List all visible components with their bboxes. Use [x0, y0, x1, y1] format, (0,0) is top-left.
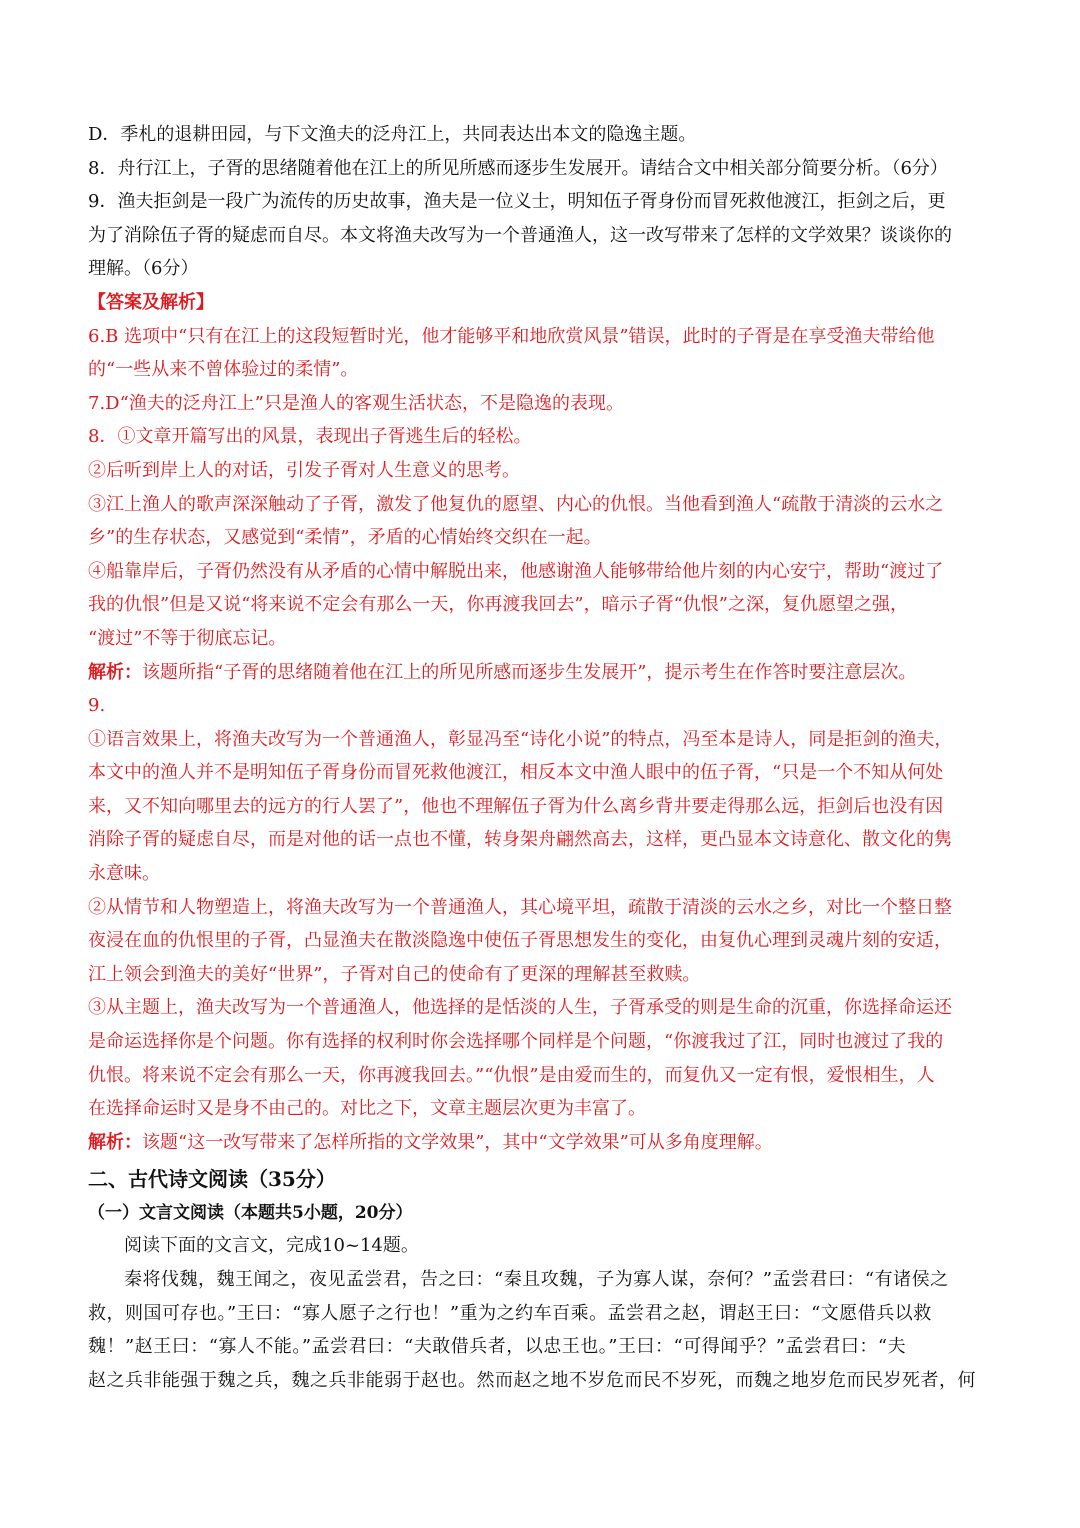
- answer-9-line: 是命运选择你是个问题。你有选择的权利时你会选择哪个同样是个问题，“你渡我过了江，同时也渡过了我的: [88, 1031, 944, 1053]
- answer-8-line: ④船靠岸后，子胥仍然没有从矛盾的心情中解脱出来，他感谢渔人能够带给他片刻的内心安宁，帮助“渡过了: [88, 560, 944, 582]
- analysis-label: 解析：: [88, 1131, 142, 1153]
- answer-9-line: ③从主题上，渔夫改写为一个普通渔人，他选择的是恬淡的人生，子胥承受的则是生命的沉重，你选择命运还: [88, 997, 952, 1019]
- answer-9-line: 来，又不知向哪里去的远方的行人罢了”，他也不理解伍子胥为什么离乡背井要走得那么远，拒剑后也没有因: [88, 795, 944, 817]
- section-2-title: 二、古代诗文阅读（35分）: [88, 1167, 336, 1192]
- section-2-subtitle: （一）文言文阅读（本题共5小题，20分）: [88, 1203, 413, 1224]
- reading-instruction: 阅读下面的文言文，完成10~14题。: [124, 1235, 419, 1257]
- passage-line: 赵之兵非能强于魏之兵，魏之兵非能弱于赵也。然而赵之地不岁危而民不岁死，而魏之地岁危而民岁死者，何: [88, 1369, 976, 1391]
- answer-8-line: 乡”的生存状态，又感觉到“柔情”，矛盾的心情始终交织在一起。: [88, 527, 602, 549]
- answer-9-line: 江上领会到渔夫的美好“世界”，子胥对自己的使命有了更深的理解甚至救赎。: [88, 963, 701, 985]
- answer-9-analysis: [88, 1126, 994, 1160]
- answer-8-line: 8．①文章开篇写出的风景，表现出子胥逃生后的轻松。: [88, 426, 532, 448]
- question-9-line: 理解。（6分）: [88, 258, 199, 280]
- answer-9-line: 本文中的渔人并不是明知伍子胥身份而冒死救他渡江，相反本文中渔人眼中的伍子胥，“只是一个不知从何处: [88, 762, 944, 784]
- question-9-line: 9．渔夫拒剑是一段广为流传的历史故事，渔夫是一位义士，明知伍子胥身份而冒死救他渡江，拒剑之后，更: [88, 191, 946, 213]
- answer-9-line: ①语言效果上，将渔夫改写为一个普通渔人，彰显冯至“诗化小说”的特点，冯至本是诗人，同是拒剑的渔夫，: [88, 728, 953, 750]
- answer-8-line: ③江上渔人的歌声深深触动了子胥，激发了他复仇的愿望、内心的仇恨。当他看到渔人“疏散于清淡的云水之: [88, 493, 944, 515]
- answer-9-line: 消除子胥的疑虑自尽，而是对他的话一点也不懂，转身架舟翩然高去，这样，更凸显本文诗意化、散文化的隽: [88, 829, 952, 851]
- content-area: [88, 118, 994, 1397]
- passage-line: 救，则国可存也。”王曰：“寡人愿子之行也！”重为之约车百乘。孟尝君之赵，谓赵王曰：“文愿借兵以救: [88, 1302, 932, 1324]
- answer-9-line: 在选择命运时又是身不由己的。对比之下，文章主题层次更为丰富了。: [88, 1098, 646, 1120]
- answer-6-line: 的“一些从来不曾体验过的柔情”。: [88, 359, 359, 381]
- passage-line: 秦将伐魏，魏王闻之，夜见孟尝君，告之曰：“秦且攻魏，子为寡人谋，奈何？”孟尝君曰：“有诸侯之: [124, 1269, 949, 1290]
- answer-9-number: 9.: [88, 695, 106, 717]
- answer-heading: 【答案及解析】: [88, 291, 214, 313]
- answer-8-line: 我的仇恨”但是又说“将来说不定会有那么一天，你再渡我回去”，暗示子胥“仇恨”之深，复仇愿望之强，: [88, 594, 909, 616]
- answer-7: 7.D“渔夫的泛舟江上”只是渔人的客观生活状态，不是隐逸的表现。: [88, 392, 625, 414]
- answer-6-line: 6.B 选项中“只有在江上的这段短暂时光，他才能够平和地欣赏风景”错误，此时的子胥是在享受渔夫带给他: [88, 325, 935, 347]
- question-option-d: D．季札的退耕田园，与下文渔夫的泛舟江上，共同表达出本文的隐逸主题。: [88, 124, 697, 145]
- answer-9-line: 仇恨。将来说不定会有那么一天，你再渡我回去。”“仇恨”是由爱而生的，而复仇又一定有恨，爱恨相生，人: [88, 1064, 935, 1086]
- passage-line: 魏！”赵王曰：“寡人不能。”孟尝君曰：“夫敢借兵者，以忠王也。”王曰：“可得闻乎？”孟尝君曰：“夫: [88, 1336, 907, 1358]
- answer-8-line: “渡过”不等于彻底忘记。: [88, 627, 287, 649]
- question-9-line: 为了消除伍子胥的疑虑而自尽。本文将渔夫改写为一个普通渔人，这一改写带来了怎样的文学效果？谈谈你的: [88, 224, 952, 246]
- analysis-text: 该题“这一改写带来了怎样所指的文学效果”，其中“文学效果”可从多角度理解。: [142, 1131, 773, 1153]
- answer-9-line: 夜浸在血的仇恨里的子胥，凸显渔夫在散淡隐逸中使伍子胥思想发生的变化，由复仇心理到灵魂片刻的安适，: [88, 930, 952, 952]
- answer-8-line: ②后听到岸上人的对话，引发子胥对人生意义的思考。: [88, 459, 520, 481]
- question-8: 8．舟行江上，子胥的思绪随着他在江上的所见所感而逐步生发展开。请结合文中相关部分简要分析。（6分）: [88, 157, 948, 179]
- answer-9-line: ②从情节和人物塑造上，将渔夫改写为一个普通渔人，其心境平坦，疏散于清淡的云水之乡，对比一个整日整: [88, 896, 952, 918]
- analysis-text: 该题所指“子胥的思绪随着他在江上的所见所感而逐步生发展开”，提示考生在作答时要注意层次。: [142, 661, 917, 683]
- answer-8-analysis: [88, 656, 994, 690]
- analysis-label: 解析：: [88, 661, 142, 683]
- answer-9-line: 永意味。: [88, 863, 160, 885]
